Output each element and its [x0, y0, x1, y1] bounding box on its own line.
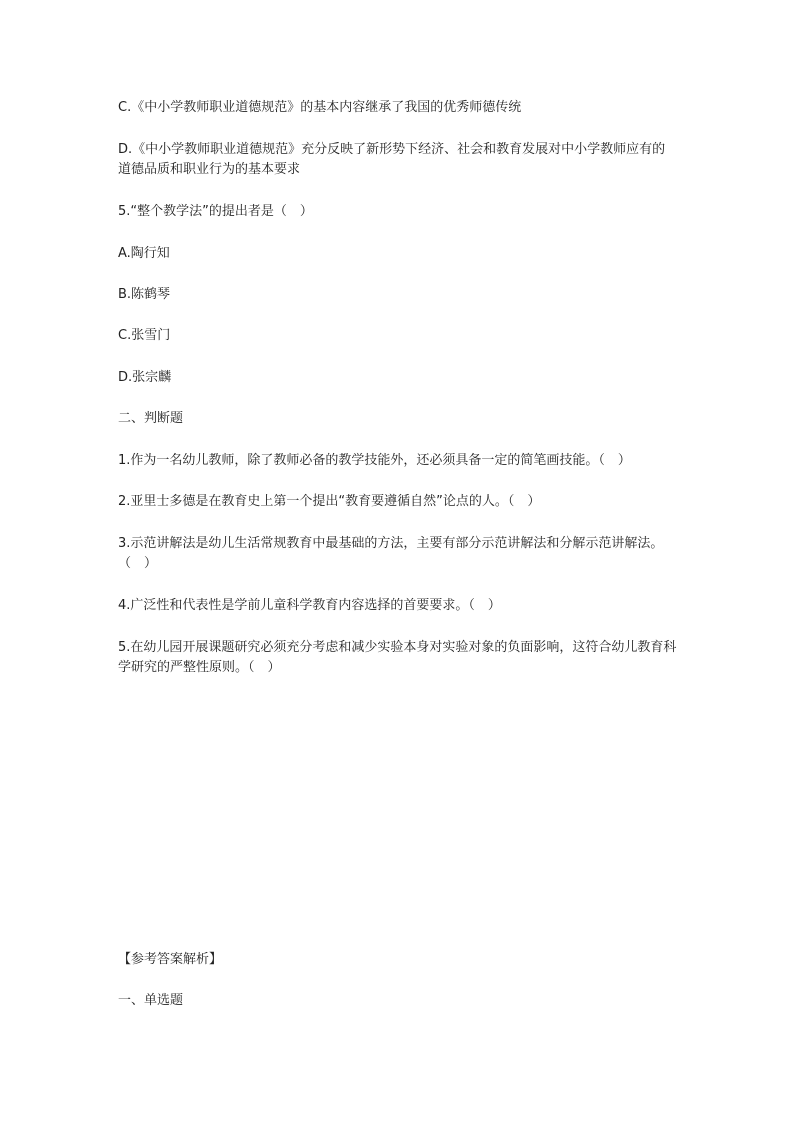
- question-4-option-d: D.《中小学教师职业道德规范》充分反映了新形势下经济、社会和教育发展对中小学教师应有的道德品质和职业行为的基本要求: [118, 142, 666, 177]
- question-5-option-b: B.陈鹤琴: [118, 287, 171, 302]
- judgment-item-1: 1.作为一名幼儿教师，除了教师必备的教学技能外，还必须具备一定的简笔画技能。（ ）: [118, 453, 631, 468]
- question-4-option-c: C.《中小学教师职业道德规范》的基本内容继承了我国的优秀师德传统: [118, 100, 522, 115]
- question-5-option-c: C.张雪门: [118, 328, 171, 343]
- answers-heading: 【参考答案解析】: [118, 952, 223, 967]
- question-5-option-d: D.张宗麟: [118, 370, 172, 385]
- judgment-item-2: 2.亚里士多德是在教育史上第一个提出“教育要遵循自然”论点的人。（ ）: [118, 494, 541, 509]
- question-5-stem: 5.“整个教学法”的提出者是（ ）: [118, 204, 313, 219]
- judgment-item-3: 3.示范讲解法是幼儿生活常规教育中最基础的方法，主要有部分示范讲解法和分解示范讲解法。（ ）: [118, 536, 664, 571]
- judgment-item-4: 4.广泛性和代表性是学前儿童科学教育内容选择的首要要求。（ ）: [118, 598, 501, 613]
- section-2-title: 二、判断题: [118, 411, 184, 426]
- answers-section-1-title: 一、单选题: [118, 993, 184, 1008]
- judgment-item-5: 5.在幼儿园开展课题研究必须充分考虑和减少实验本身对实验对象的负面影响，这符合幼儿教育科学研究的严整性原则。（ ）: [118, 640, 677, 675]
- question-5-option-a: A.陶行知: [118, 246, 170, 261]
